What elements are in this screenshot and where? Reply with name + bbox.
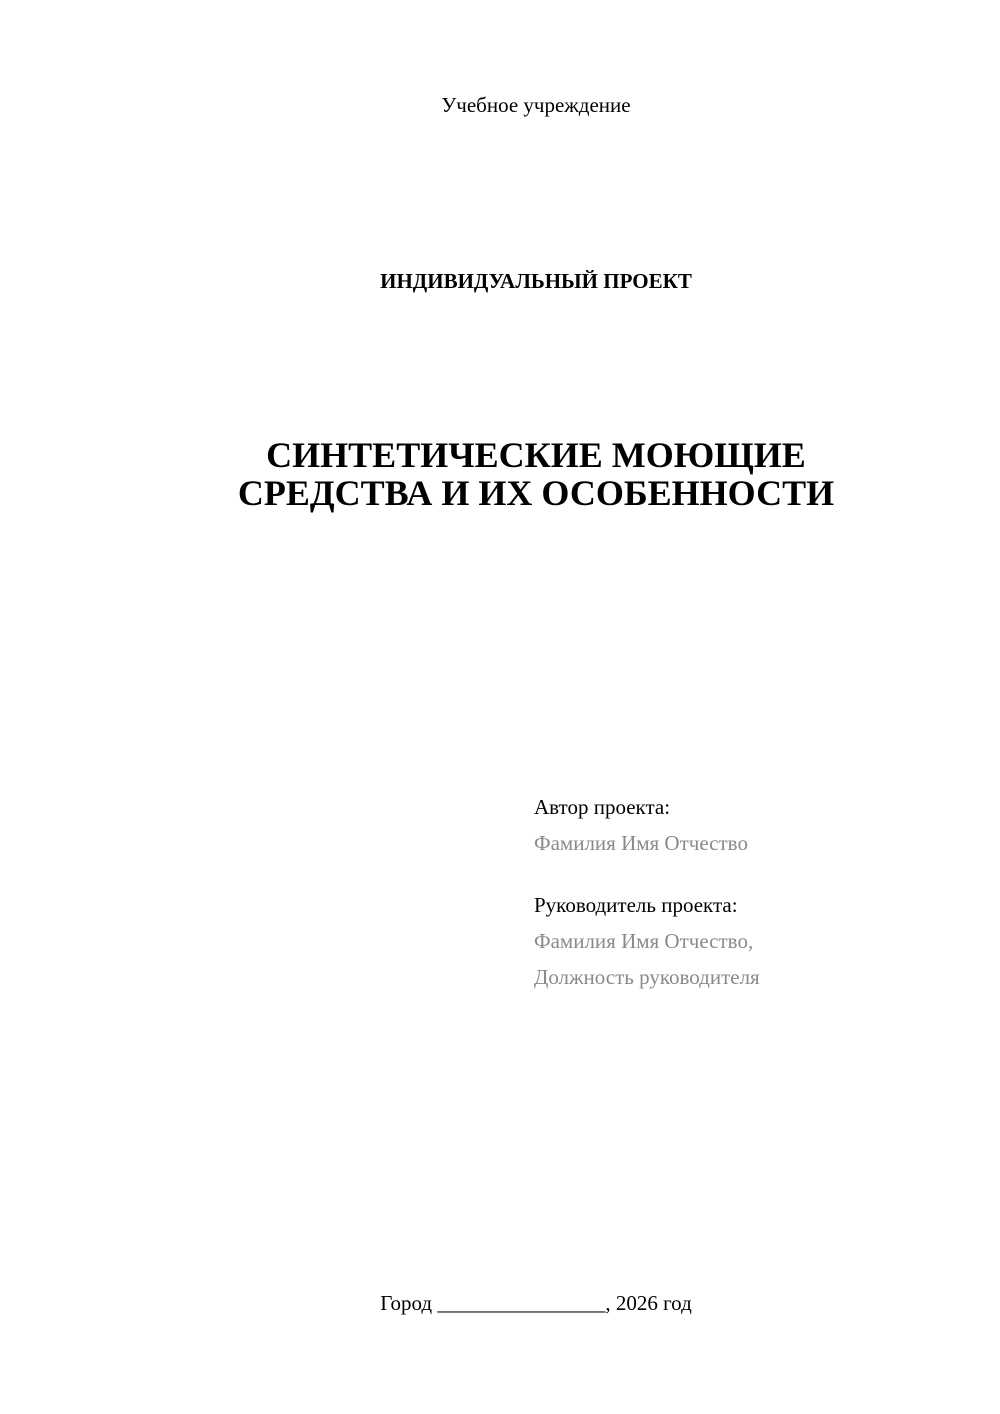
supervisor-label: Руководитель проекта: [534, 893, 738, 917]
institution-name: Учебное учреждение [441, 93, 631, 117]
project-title-line-2: СРЕДСТВА И ИХ ОСОБЕННОСТИ [237, 473, 835, 513]
project-title [0, 436, 1000, 512]
supervisor-name: Фамилия Имя Отчество, [534, 929, 754, 953]
project-title-line-1: СИНТЕТИЧЕСКИЕ МОЮЩИЕ [266, 435, 806, 475]
project-people-block [534, 789, 974, 995]
author-name: Фамилия Имя Отчество [534, 831, 748, 855]
city-year-footer: Город ________________, 2026 год [380, 1291, 692, 1315]
author-label: Автор проекта: [534, 795, 671, 819]
document-type: ИНДИВИДУАЛЬНЫЙ ПРОЕКТ [380, 269, 692, 293]
supervisor-position: Должность руководителя [534, 965, 760, 989]
spacer [534, 861, 974, 887]
